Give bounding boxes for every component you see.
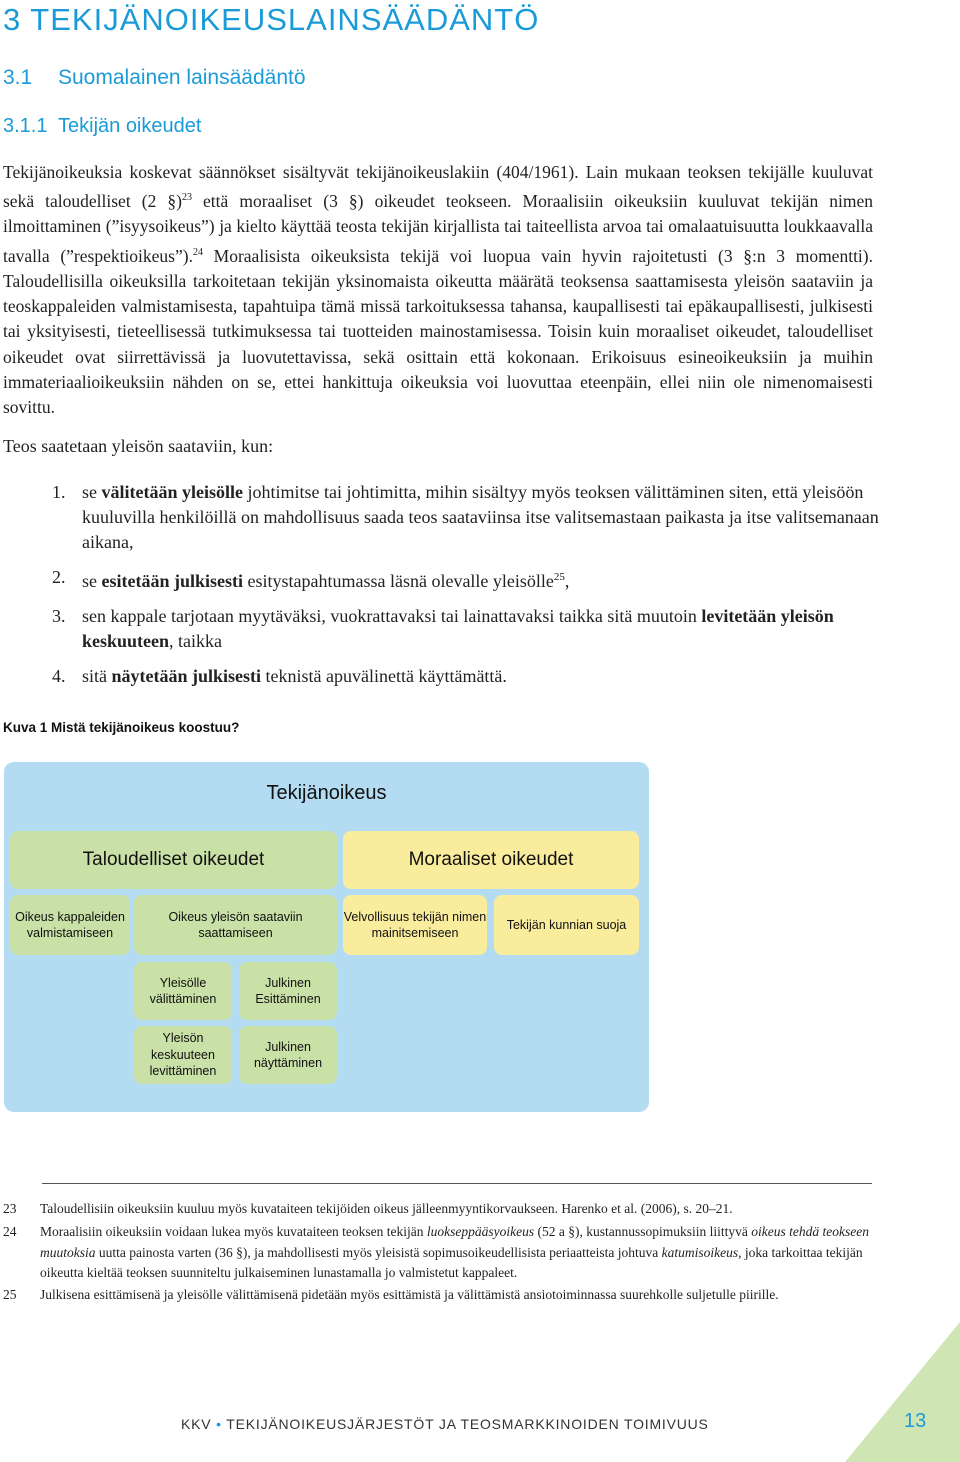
list-item [52, 604, 882, 654]
list-item [52, 664, 882, 689]
list-item [52, 565, 882, 594]
numbered-list [52, 480, 882, 699]
diagram-title: Tekijänoikeus [266, 782, 387, 804]
footnote-divider [42, 1183, 872, 1184]
list-number: 2. [52, 567, 66, 587]
distribute-box: Yleisön keskuuteen levittäminen [134, 1026, 232, 1084]
footnote-ref-24: 24 [192, 246, 203, 258]
footnote-24 [3, 1222, 883, 1284]
integrity-box: Tekijän kunnian suoja [494, 895, 639, 955]
footnote-italic: oikeus tehdä teokseen muutoksia [40, 1224, 869, 1260]
list-intro: Teos saatetaan yleisön saataviin, kun: [3, 436, 274, 456]
chapter-title: 3 TEKIJÄNOIKEUSLAINSÄÄDÄNTÖ [3, 2, 540, 37]
footnote-25 [3, 1285, 883, 1306]
footnote-23 [3, 1199, 883, 1220]
list-text: sen kappale tarjotaan myytäväksi, vuokrattavaksi tai lainattavaksi taikka sitä muutoin [82, 606, 702, 626]
section-number: 3.1 [3, 66, 33, 89]
list-text: se [82, 482, 102, 502]
list-bold: näytetään julkisesti [111, 666, 262, 686]
list-bold: levitetään yleisön keskuuteen [82, 606, 834, 651]
list-number: 4. [52, 666, 66, 686]
footnote-number: 24 [3, 1224, 17, 1239]
footnote-number: 25 [3, 1287, 17, 1302]
display-box: Julkinen näyttäminen [239, 1026, 337, 1084]
footnote-text: Julkisena esittämisenä ja yleisölle välittämisenä pidetään myös esittämistä ja välittämistä ansiotoiminnassa suurehkolle suljetulle piirille. [40, 1287, 779, 1302]
section-title: Suomalainen lainsäädäntö [58, 66, 306, 89]
footnote-text-part: Moraalisiin oikeuksiin voidaan lukea myös kuvataiteen teoksen tekijän [40, 1224, 427, 1239]
footnote-text: Taloudellisiin oikeuksiin kuuluu myös kuvataiteen tekijöiden oikeus jälleenmyyntikorvaukseen. Harenko et al. (2006), s. 20–21. [40, 1201, 733, 1216]
subsection-number: 3.1.1 [3, 115, 48, 137]
economic-rights-box: Taloudelliset oikeudet [10, 831, 337, 889]
footer-publisher: KKV [181, 1416, 212, 1432]
running-footer [181, 1416, 709, 1432]
subsection-heading [3, 115, 201, 138]
availability-right-box: Oikeus yleisön saataviin saattamiseen [134, 895, 337, 955]
list-bold: välitetään yleisölle [101, 482, 243, 502]
list-number: 3. [52, 606, 66, 626]
footnote-text-part: (52 a §), kustannussopimuksiin liittyvä [534, 1224, 752, 1239]
corner-decoration [845, 1322, 960, 1462]
list-bold: esitetään julkisesti [101, 571, 243, 591]
footnote-italic: katumisoikeus [661, 1244, 739, 1260]
footnote-text [40, 1222, 883, 1284]
list-text: johtimitse tai johtimitta, mihin sisältyy myös teoksen välittäminen siten, että yleisöön kuuluvilla henkilöillä on mahdollisuus saada teos saataviinsa itse valitsemastaan paikasta ja itse valitsemanaan aikana, [82, 482, 879, 552]
footnote-ref-23: 23 [181, 192, 192, 204]
paragraph-part-2: että moraaliset (3 §) oikeudet teokseen. Moraalisiin oikeuksiin kuuluvat tekijän nimen ilmoittaminen (”isyysoikeus”) ja kielto käyttää teosta tekijän kirjallista tai taiteellista arvoa tai omalaatuisuutta loukkaavalla tavalla (”respektioikeus”). [3, 191, 873, 266]
footnote-ref-25: 25 [553, 571, 565, 583]
body-paragraph [3, 160, 873, 421]
subsection-title: Tekijän oikeudet [58, 115, 202, 137]
list-text: , [564, 571, 570, 591]
paragraph-part-1: Tekijänoikeuksia koskevat säännökset sisältyvät tekijänoikeuslakiin (404/1961). Lain mukaan teoksen tekijälle kuuluvat sekä taloudelliset (2 §) [3, 162, 873, 212]
perform-box: Julkinen Esittäminen [239, 962, 337, 1020]
list-text: , taikka [169, 631, 223, 651]
list-number: 1. [52, 482, 66, 502]
list-text: teknistä apuvälinettä käyttämättä. [261, 666, 507, 686]
footer-separator: • [216, 1416, 222, 1432]
footnote-number: 23 [3, 1201, 17, 1216]
footnote-text-part: uutta painosta varten (36 §), ja mahdollisesti myös yleisistä sopimusoikeudellisista periaatteista johtuva [95, 1244, 662, 1260]
attribution-box: Velvollisuus tekijän nimen mainitsemiseen [343, 895, 487, 955]
list-text: esitystapahtumassa läsnä olevalle yleisölle [243, 571, 554, 591]
footnote-text-part: , joka tarkoittaa tekijän oikeutta kieltää teoksen suunniteltu julkaiseminen lunastamalla jo valmistetut kappaleet. [40, 1244, 863, 1280]
paragraph-part-3: Moraalisista oikeuksista tekijä voi luopua vain hyvin rajoitetusti (3 §:n 3 momentti). Taloudellisilla oikeuksilla tarkoitetaan tekijän yksinomaista oikeutta määrätä teoksensa saattamisesta yleisön saataviin ja teoskappaleiden valmistamisesta, tapahtuipa tämä missä tarkoituksessa tahansa, kaupallisesti tai epäkaupallisesti, julkisesti tai yksityisesti, tieteellisessä tutkimuksessa tai tuotteiden mainostamisessa. Toisin kuin moraaliset oikeudet, taloudelliset oikeudet ovat siirrettävissä ja luovutettavissa, sekä osittain että kokonaan. Erikoisuus esineoikeuksiin ja muihin immateriaalioikeuksiin nähden on se, ettei hankittuja oikeuksia voi luovuttaa eteenpäin, ellei niin ole nimenomaisesti sovittu. [3, 245, 873, 418]
moral-rights-box: Moraaliset oikeudet [343, 831, 639, 889]
footnote-italic: luokseppääsyoikeus [426, 1224, 535, 1239]
section-heading [3, 66, 306, 90]
page-number: 13 [904, 1410, 927, 1432]
figure-caption: Kuva 1 Mistä tekijänoikeus koostuu? [3, 720, 240, 735]
list-text: sitä [82, 666, 112, 686]
communicate-box: Yleisölle välittäminen [134, 962, 232, 1020]
footer-title: TEKIJÄNOIKEUSJÄRJESTÖT JA TEOSMARKKINOIDEN TOIMIVUUS [226, 1416, 709, 1432]
list-text: se [82, 571, 102, 591]
list-item [52, 480, 882, 555]
copies-right-box: Oikeus kappaleiden valmistamiseen [10, 895, 130, 955]
